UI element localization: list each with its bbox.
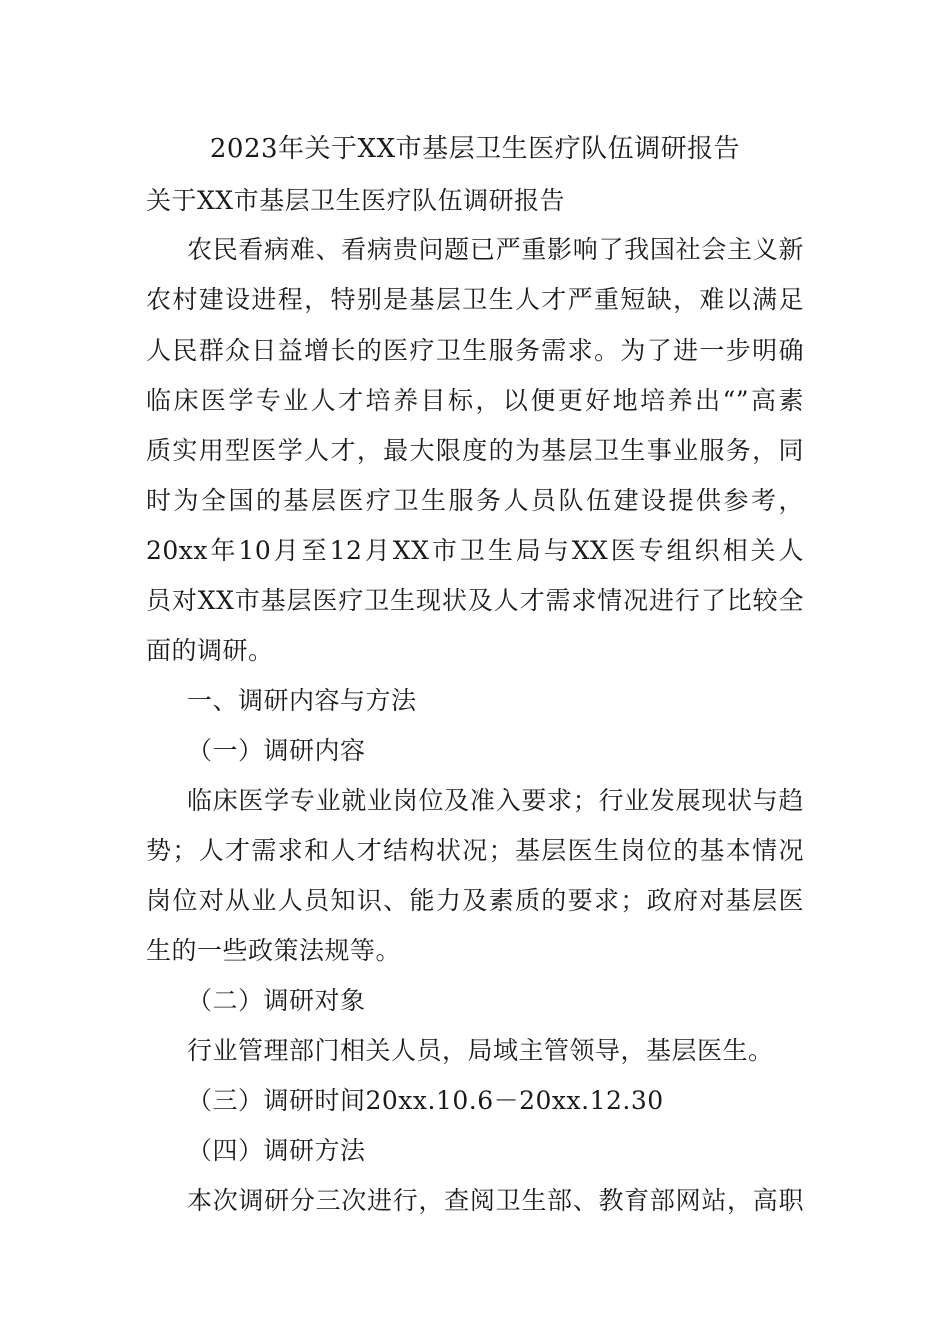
intro-line-2: 农村建设进程，特别是基层卫生人才严重短缺，难以满足 [146,285,804,314]
targets-text: 行业管理部门相关人员，局域主管领导，基层医生。 [187,1036,774,1065]
subsection-heading-4: （四）调研方法 [187,1136,366,1165]
subsection-heading-3: （三）调研时间20xx.10.6－20xx.12.30 [187,1086,664,1115]
intro-line-4: 临床医学专业人才培养目标，以便更好地培养出“”高素 [146,386,804,415]
document-subtitle: 关于XX市基层卫生医疗队伍调研报告 [146,186,566,215]
intro-line-8: 员对XX市基层医疗卫生现状及人才需求情况进行了比较全 [146,586,804,615]
intro-line-3: 人民群众日益增长的医疗卫生服务需求。为了进一步明确 [146,336,804,365]
intro-line-9: 面的调研。 [146,636,274,665]
content-line-1: 临床医学专业就业岗位及准入要求；行业发展现状与趋 [187,786,804,815]
content-line-2: 势；人才需求和人才结构状况；基层医生岗位的基本情况 [146,836,804,865]
subsection-heading-1: （一）调研内容 [187,736,366,765]
document-title: 2023年关于XX市基层卫生医疗队伍调研报告 [209,134,741,164]
intro-line-6: 时为全国的基层医疗卫生服务人员队伍建设提供参考， [146,486,804,515]
content-line-4: 生的一些政策法规等。 [146,936,402,965]
intro-line-5: 质实用型医学人才，最大限度的为基层卫生事业服务，同 [146,436,804,465]
subsection-heading-2: （二）调研对象 [187,986,366,1015]
intro-line-1: 农民看病难、看病贵问题已严重影响了我国社会主义新 [187,235,804,264]
intro-line-7: 20xx年10月至12月XX市卫生局与XX医专组织相关人 [146,536,804,565]
methods-text: 本次调研分三次进行，查阅卫生部、教育部网站，高职 [187,1186,804,1215]
content-line-3: 岗位对从业人员知识、能力及素质的要求；政府对基层医 [146,886,804,915]
section-heading-1: 一、调研内容与方法 [187,686,417,715]
